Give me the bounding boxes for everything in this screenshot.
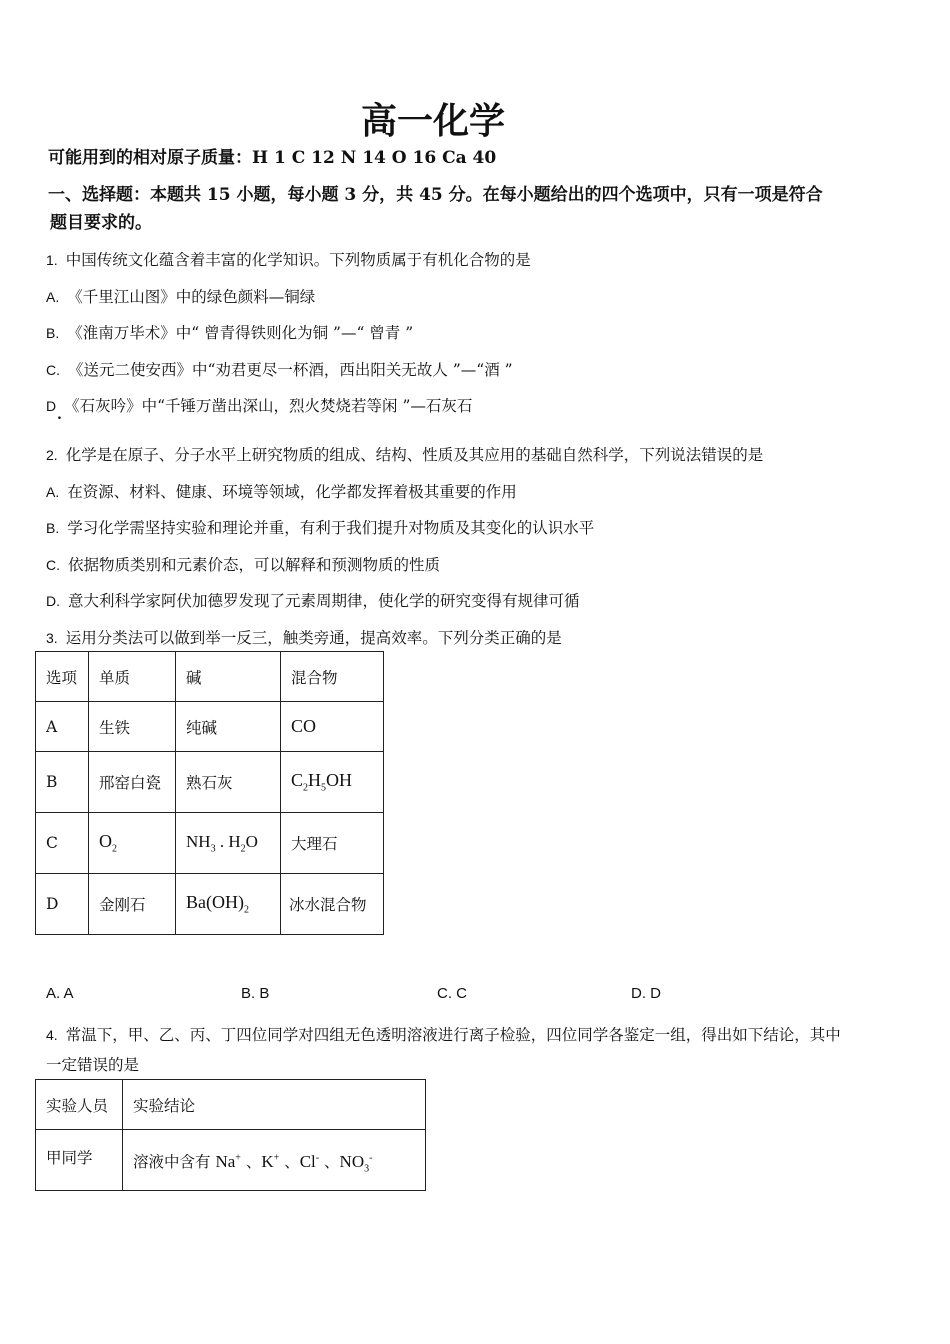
question-3-stem: 3. 运用分类法可以做到举一反三，触类旁通，提高效率。下列分类正确的是: [46, 629, 562, 647]
answer-d: D. D: [631, 985, 661, 1002]
question-4-number: 4.: [46, 1027, 58, 1043]
classification-table: [35, 651, 384, 935]
question-3-number: 3.: [46, 630, 58, 646]
question-1-option-b: B. 《淮南万毕术》中“ 曾青得铁则化为铜 ”—“ 曾青 ”: [46, 324, 414, 342]
question-1-option-d: D 《石灰吟》中“千锤万凿出深山，烈火焚烧若等闲 ”—石灰石: [46, 397, 473, 415]
section-heading-line1: 一、选择题：本题共 15 小题，每小题 3 分，共 45 分。在每小题给出的四个选项中，只有一项是符合: [48, 185, 823, 205]
question-1-option-a: A. 《千里江山图》中的绿色颜料—铜绿: [46, 288, 316, 306]
question-2-option-b: B. 学习化学需坚持实验和理论并重，有利于我们提升对物质及其变化的认识水平: [46, 519, 595, 537]
question-1-number: 1.: [46, 252, 58, 268]
atomic-masses: 可能用到的相对原子质量：H 1 C 12 N 14 O 16 Ca 40: [48, 148, 497, 168]
ammonia-hydrate-formula: $NH_3$ . $H_2O$: [176, 813, 281, 874]
question-4-stem: 4. 常温下，甲、乙、丙、丁四位同学对四组无色透明溶液进行离子检验，四位同学各鉴定一组，得出如下结论，其中: [46, 1026, 841, 1044]
question-4-stem-line2: 一定错误的是: [46, 1056, 140, 1074]
answer-a: A. A: [46, 985, 74, 1002]
ion-test-table: [35, 1079, 426, 1191]
table-row: D 金刚石 $Ba(OH)_2$ 冰水混合物: [36, 874, 384, 935]
question-2-option-a: A. 在资源、材料、健康、环境等领域，化学都发挥着极其重要的作用: [46, 483, 517, 501]
table-row: 甲同学 溶液中含有 Na+ 、K+ 、Cl- 、$NO_3^-$: [36, 1130, 426, 1191]
question-2-number: 2.: [46, 447, 58, 463]
barium-hydroxide-formula: $Ba(OH)_2$: [176, 874, 281, 935]
oxygen-formula: $O_2$: [89, 813, 176, 874]
ethanol-formula: $C_2H_5OH$: [281, 752, 384, 813]
table-header-row: 实验人员 实验结论: [36, 1080, 426, 1130]
table-row: C $O_2$ $NH_3$ . $H_2O$ 大理石: [36, 813, 384, 874]
option-d-dot: .: [57, 407, 62, 423]
answer-b: B. B: [241, 985, 270, 1002]
question-2-stem: 2. 化学是在原子、分子水平上研究物质的组成、结构、性质及其应用的基础自然科学，下列说法错误的是: [46, 446, 764, 464]
question-2-option-d: D. 意大利科学家阿伏加德罗发现了元素周期律，使化学的研究变得有规律可循: [46, 592, 580, 610]
answer-c: C. C: [437, 985, 467, 1002]
section-heading-line2: 题目要求的。: [50, 213, 152, 233]
question-2-option-c: C. 依据物质类别和元素价态，可以解释和预测物质的性质: [46, 556, 441, 574]
page-title: 高一化学: [360, 100, 505, 142]
table-row: B 邢窑白瓷 熟石灰 $C_2H_5OH$: [36, 752, 384, 813]
ion-conclusion: 溶液中含有 Na+ 、K+ 、Cl- 、$NO_3^-$: [123, 1130, 426, 1191]
table-row: A 生铁 纯碱 CO: [36, 702, 384, 752]
question-1-stem: 1. 中国传统文化蕴含着丰富的化学知识。下列物质属于有机化合物的是: [46, 251, 531, 269]
question-1-option-c: C. 《送元二使安西》中“劝君更尽一杯酒，西出阳关无故人 ”—“酒 ”: [46, 361, 513, 379]
table-header-row: 选项 单质 碱 混合物: [36, 652, 384, 702]
